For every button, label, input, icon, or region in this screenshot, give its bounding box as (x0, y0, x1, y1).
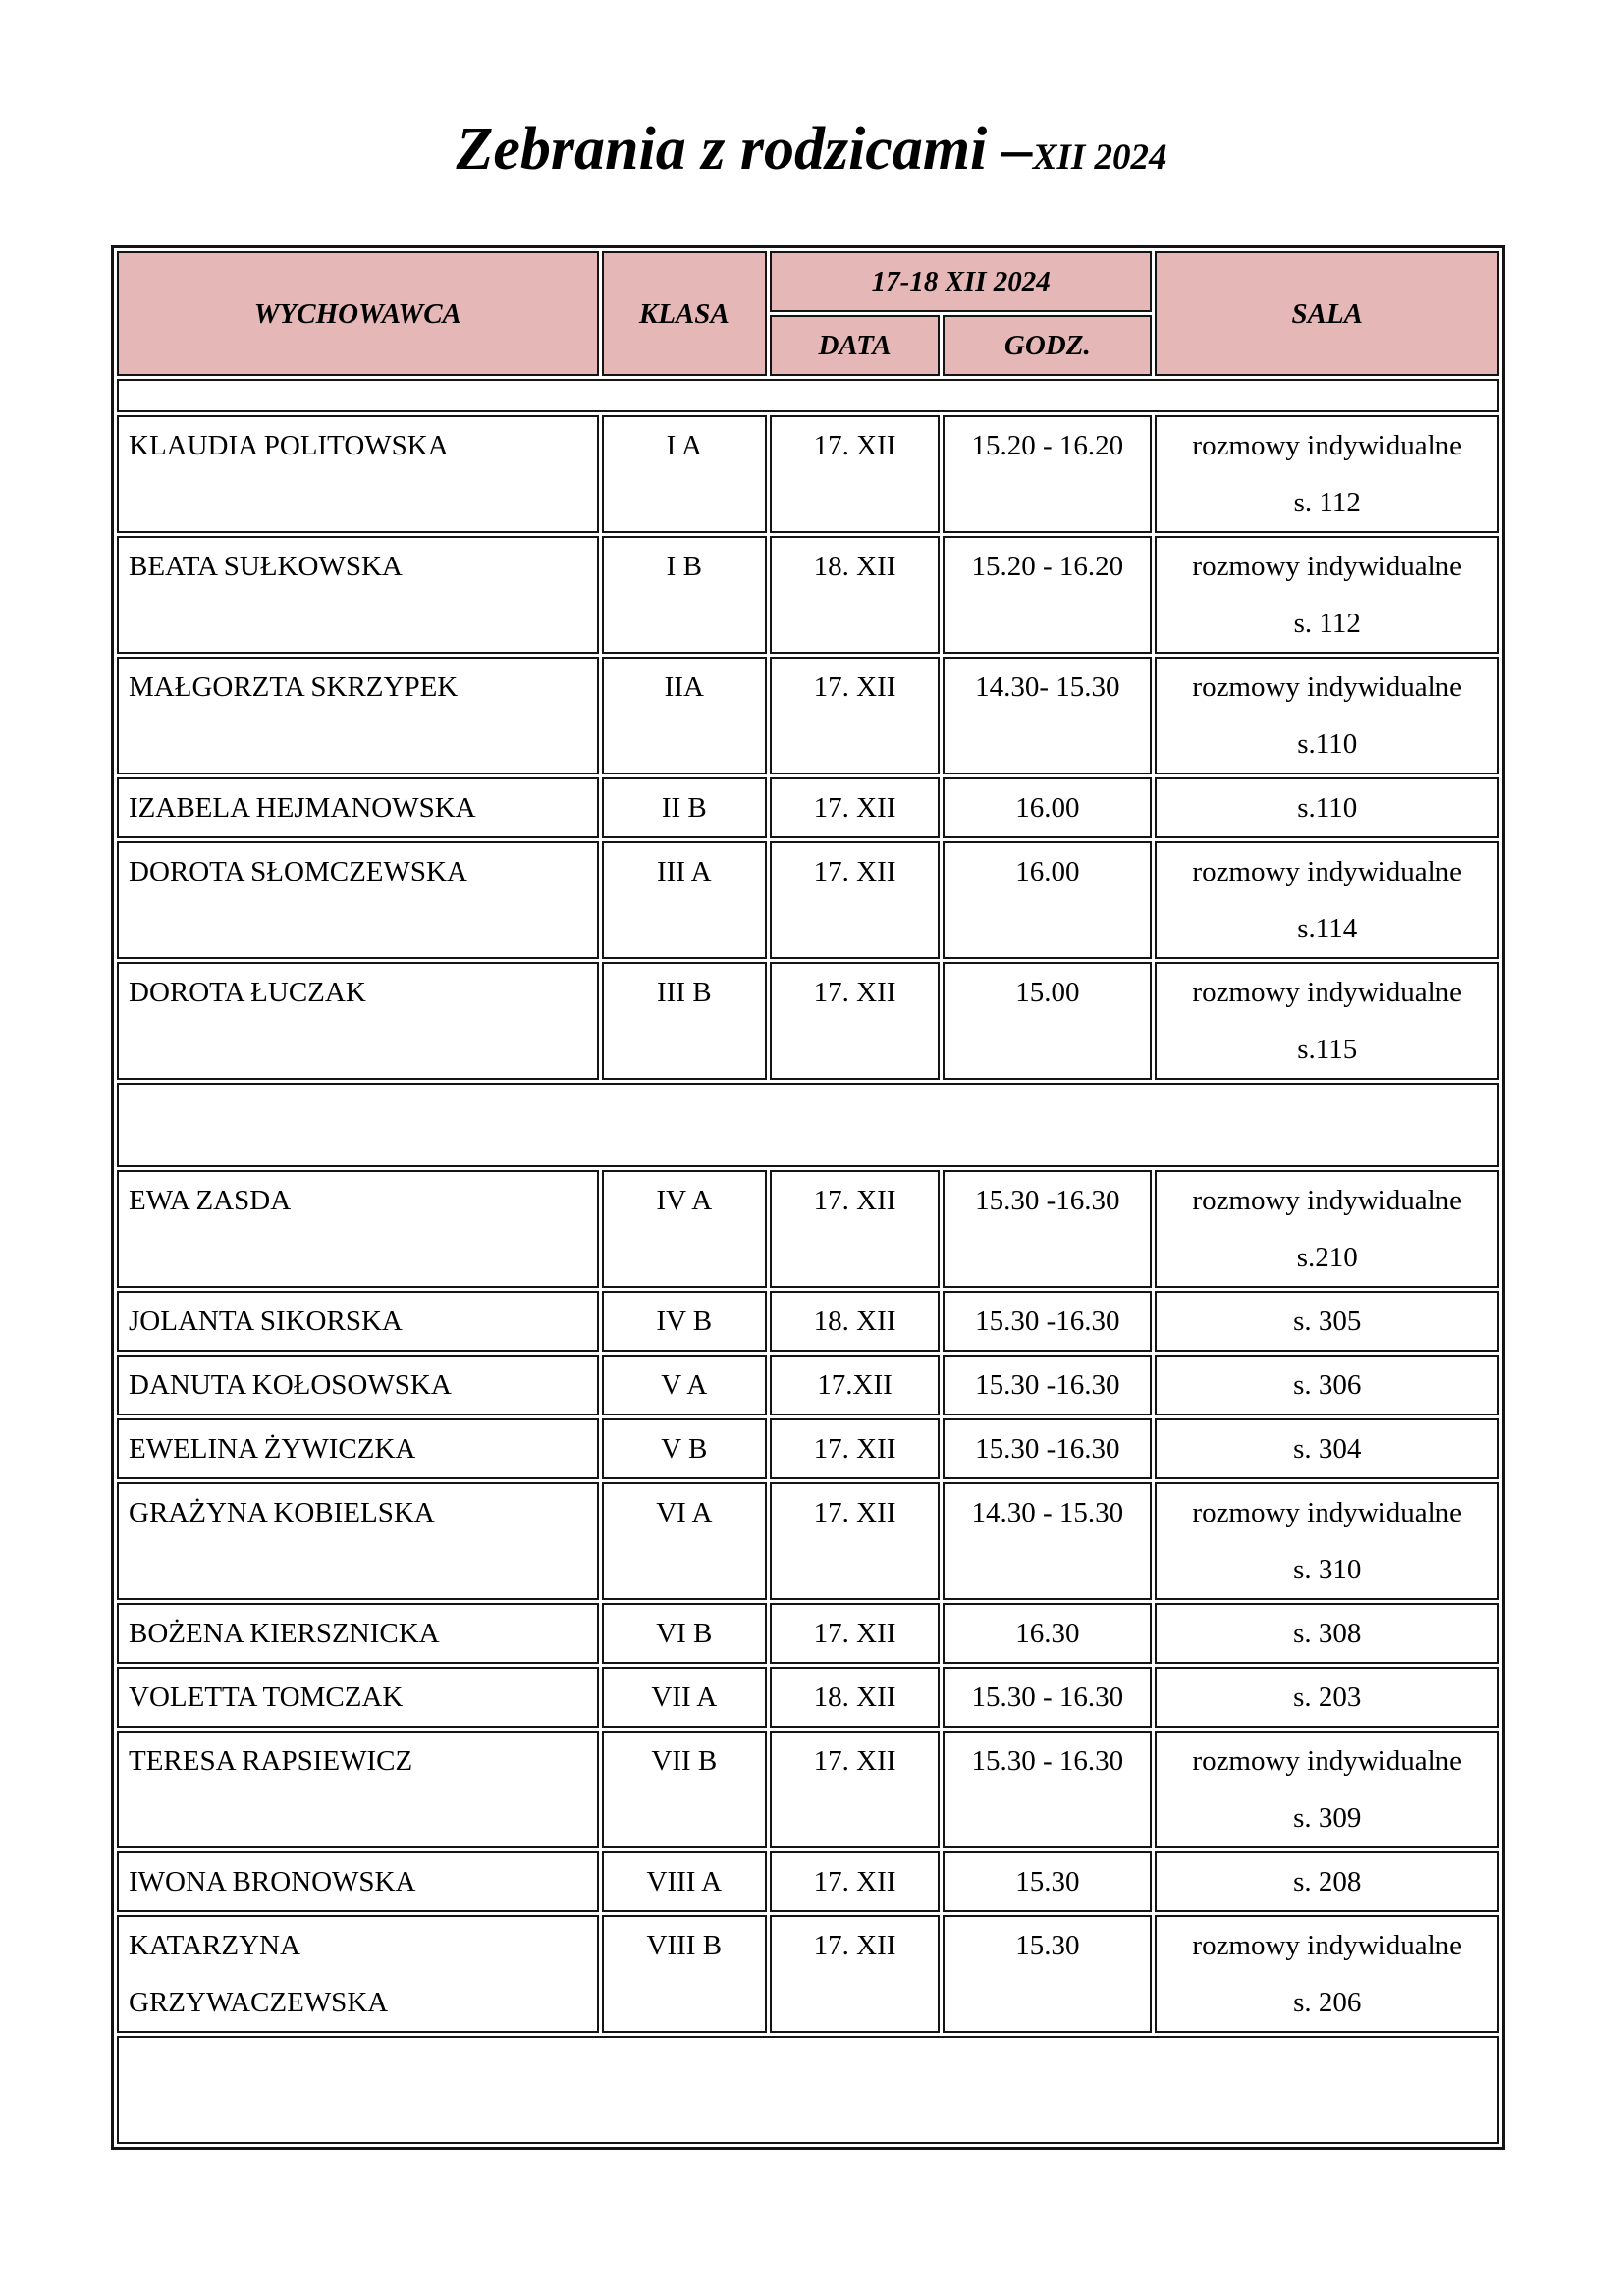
cell-line: 17. XII (813, 977, 896, 1009)
cell-klasa (602, 962, 767, 1080)
cell-line: s.115 (1297, 1034, 1358, 1066)
header-wychowawca: WYCHOWAWCA (117, 251, 599, 376)
cell-line: DOROTA ŁUCZAK (129, 977, 366, 1009)
cell-sala (1155, 1731, 1499, 1848)
spacer-row (117, 1083, 1499, 1167)
cell-sala (1155, 1170, 1499, 1288)
cell-sala (1155, 1482, 1499, 1600)
cell-line: GRZYWACZEWSKA (129, 1987, 389, 2019)
cell-line: KATARZYNA (129, 1930, 300, 1962)
cell-wychowawca (117, 777, 599, 838)
cell-wychowawca (117, 536, 599, 654)
cell-line: DANUTA KOŁOSOWSKA (129, 1369, 452, 1402)
cell-line: rozmowy indywidualne (1192, 1185, 1463, 1217)
cell-line: s. 305 (1293, 1306, 1362, 1338)
cell-data (770, 777, 940, 838)
cell-sala (1155, 415, 1499, 533)
cell-godz (943, 777, 1152, 838)
cell-line: s. 306 (1293, 1369, 1362, 1402)
cell-data (770, 1731, 940, 1848)
cell-line: 16.00 (1015, 792, 1080, 825)
table-row (117, 1851, 1499, 1912)
cell-line: 17. XII (813, 1433, 896, 1466)
cell-data (770, 962, 940, 1080)
cell-line: s. 206 (1293, 1987, 1362, 2019)
meetings-table (111, 245, 1505, 2150)
cell-line: s. 308 (1293, 1618, 1362, 1650)
cell-godz (943, 1482, 1152, 1600)
cell-line: 17. XII (813, 1618, 896, 1650)
header-data: DATA (770, 315, 940, 376)
cell-klasa (602, 1851, 767, 1912)
cell-klasa (602, 536, 767, 654)
cell-line: TERESA RAPSIEWICZ (129, 1745, 413, 1778)
cell-line: 18. XII (813, 1306, 896, 1338)
table-row (117, 1170, 1499, 1288)
cell-klasa (602, 1603, 767, 1664)
cell-klasa (602, 1291, 767, 1352)
spacer-cell (117, 2036, 1499, 2144)
cell-klasa (602, 1915, 767, 2033)
cell-line: s. 203 (1293, 1682, 1362, 1714)
cell-line: rozmowy indywidualne (1192, 671, 1463, 704)
cell-line: rozmowy indywidualne (1192, 977, 1463, 1009)
cell-godz (943, 1915, 1152, 2033)
header-row-1 (117, 251, 1499, 312)
table-row (117, 1915, 1499, 2033)
cell-data (770, 1851, 940, 1912)
cell-sala (1155, 777, 1499, 838)
cell-godz (943, 1851, 1152, 1912)
spacer-cell (117, 379, 1499, 412)
cell-line: 17. XII (813, 856, 896, 888)
cell-sala (1155, 962, 1499, 1080)
cell-godz (943, 1355, 1152, 1415)
cell-line: 17.XII (817, 1369, 893, 1402)
cell-line: VI A (656, 1497, 713, 1529)
cell-line: 17. XII (813, 430, 896, 462)
cell-sala (1155, 1603, 1499, 1664)
cell-godz (943, 415, 1152, 533)
cell-line: IWONA BRONOWSKA (129, 1866, 416, 1898)
cell-line: s. 309 (1293, 1802, 1362, 1835)
cell-line: rozmowy indywidualne (1192, 1745, 1463, 1778)
cell-line: rozmowy indywidualne (1192, 856, 1463, 888)
cell-godz (943, 536, 1152, 654)
cell-line: 14.30 - 15.30 (971, 1497, 1124, 1529)
table-body (117, 379, 1499, 2144)
cell-line: 15.00 (1015, 977, 1080, 1009)
cell-godz (943, 1170, 1152, 1288)
cell-line: IZABELA HEJMANOWSKA (129, 792, 476, 825)
table-row (117, 962, 1499, 1080)
page-title-suffix: XII 2024 (1032, 137, 1167, 178)
cell-data (770, 1603, 940, 1664)
cell-data (770, 841, 940, 959)
cell-sala (1155, 1418, 1499, 1479)
cell-line: 15.30 - 16.30 (971, 1682, 1124, 1714)
cell-sala (1155, 1291, 1499, 1352)
cell-klasa (602, 1482, 767, 1600)
cell-wychowawca (117, 962, 599, 1080)
cell-line: 15.30 -16.30 (975, 1433, 1120, 1466)
cell-line: rozmowy indywidualne (1192, 551, 1463, 583)
cell-data (770, 1170, 940, 1288)
page-title-main: Zebrania z rodzicami – (456, 116, 1033, 183)
table-row (117, 1603, 1499, 1664)
cell-line: s.114 (1297, 913, 1358, 945)
cell-sala (1155, 536, 1499, 654)
table-row (117, 536, 1499, 654)
cell-klasa (602, 657, 767, 774)
cell-data (770, 1355, 940, 1415)
cell-line: MAŁGORZTA SKRZYPEK (129, 671, 459, 704)
cell-wychowawca (117, 415, 599, 533)
cell-godz (943, 841, 1152, 959)
cell-line: 17. XII (813, 792, 896, 825)
cell-line: V B (661, 1433, 708, 1466)
cell-line: 15.20 - 16.20 (971, 551, 1124, 583)
cell-line: V A (661, 1369, 708, 1402)
cell-wychowawca (117, 1418, 599, 1479)
header-sala: SALA (1155, 251, 1499, 376)
table-row (117, 1667, 1499, 1728)
cell-godz (943, 1667, 1152, 1728)
cell-godz (943, 657, 1152, 774)
cell-line: 15.30 -16.30 (975, 1306, 1120, 1338)
cell-line: VII A (651, 1682, 718, 1714)
cell-line: rozmowy indywidualne (1192, 430, 1463, 462)
cell-klasa (602, 415, 767, 533)
cell-line: 17. XII (813, 1497, 896, 1529)
cell-line: DOROTA SŁOMCZEWSKA (129, 856, 467, 888)
cell-wychowawca (117, 1731, 599, 1848)
cell-data (770, 1667, 940, 1728)
cell-line: I B (666, 551, 702, 583)
cell-wychowawca (117, 1915, 599, 2033)
cell-line: BOŻENA KIERSZNICKA (129, 1618, 440, 1650)
cell-line: rozmowy indywidualne (1192, 1497, 1463, 1529)
cell-line: III B (657, 977, 712, 1009)
cell-data (770, 536, 940, 654)
cell-line: s. 208 (1293, 1866, 1362, 1898)
cell-line: 15.30 -16.30 (975, 1369, 1120, 1402)
cell-klasa (602, 1355, 767, 1415)
cell-wychowawca (117, 1482, 599, 1600)
cell-line: VOLETTA TOMCZAK (129, 1682, 404, 1714)
header-godz: GODZ. (943, 315, 1152, 376)
cell-godz (943, 1418, 1152, 1479)
cell-line: 17. XII (813, 1866, 896, 1898)
cell-wychowawca (117, 1851, 599, 1912)
cell-wychowawca (117, 1170, 599, 1288)
cell-data (770, 1418, 940, 1479)
cell-line: VII B (651, 1745, 718, 1778)
cell-line: s.210 (1296, 1242, 1358, 1274)
cell-line: 16.30 (1015, 1618, 1080, 1650)
cell-line: s. 112 (1293, 608, 1361, 640)
cell-line: s. 112 (1293, 487, 1361, 519)
table-row (117, 777, 1499, 838)
cell-line: II B (661, 792, 707, 825)
cell-klasa (602, 777, 767, 838)
table-row (117, 841, 1499, 959)
cell-line: I A (666, 430, 702, 462)
cell-klasa (602, 841, 767, 959)
cell-line: 15.30 -16.30 (975, 1185, 1120, 1217)
table-header (117, 251, 1499, 376)
cell-sala (1155, 657, 1499, 774)
cell-wychowawca (117, 841, 599, 959)
cell-line: s. 310 (1293, 1554, 1362, 1586)
cell-line: 15.30 - 16.30 (971, 1745, 1124, 1778)
table-row (117, 1731, 1499, 1848)
cell-sala (1155, 1355, 1499, 1415)
cell-wychowawca (117, 1603, 599, 1664)
cell-line: BEATA SUŁKOWSKA (129, 551, 403, 583)
cell-line: 14.30- 15.30 (975, 671, 1120, 704)
cell-line: 18. XII (813, 1682, 896, 1714)
cell-line: IIA (664, 671, 704, 704)
cell-line: s.110 (1297, 792, 1358, 825)
cell-line: 16.00 (1015, 856, 1080, 888)
spacer-row (117, 2036, 1499, 2144)
cell-line: IV B (656, 1306, 713, 1338)
cell-line: s.110 (1297, 728, 1358, 761)
cell-wychowawca (117, 1291, 599, 1352)
cell-line: 17. XII (813, 1930, 896, 1962)
cell-line: s. 304 (1293, 1433, 1362, 1466)
cell-line: VI B (656, 1618, 713, 1650)
cell-data (770, 657, 940, 774)
cell-godz (943, 962, 1152, 1080)
cell-line: JOLANTA SIKORSKA (129, 1306, 403, 1338)
header-klasa: KLASA (602, 251, 767, 376)
cell-klasa (602, 1667, 767, 1728)
page-title (111, 116, 1512, 183)
cell-sala (1155, 1851, 1499, 1912)
cell-godz (943, 1291, 1152, 1352)
cell-godz (943, 1603, 1152, 1664)
cell-line: 15.30 (1015, 1930, 1080, 1962)
cell-godz (943, 1731, 1152, 1848)
cell-line: IV A (656, 1185, 713, 1217)
table-row (117, 415, 1499, 533)
cell-line: EWA ZASDA (129, 1185, 292, 1217)
cell-line: EWELINA ŻYWICZKA (129, 1433, 416, 1466)
cell-line: 17. XII (813, 671, 896, 704)
cell-wychowawca (117, 657, 599, 774)
cell-line: VIII A (646, 1866, 723, 1898)
cell-sala (1155, 1667, 1499, 1728)
cell-klasa (602, 1170, 767, 1288)
cell-line: VIII B (646, 1930, 723, 1962)
table-row (117, 1482, 1499, 1600)
cell-line: KLAUDIA POLITOWSKA (129, 430, 449, 462)
cell-wychowawca (117, 1355, 599, 1415)
cell-line: 15.20 - 16.20 (971, 430, 1124, 462)
cell-data (770, 415, 940, 533)
cell-line: 17. XII (813, 1185, 896, 1217)
cell-klasa (602, 1418, 767, 1479)
cell-line: III A (657, 856, 712, 888)
table-row (117, 657, 1499, 774)
header-date-group: 17-18 XII 2024 (770, 251, 1153, 312)
spacer-cell (117, 1083, 1499, 1167)
cell-sala (1155, 841, 1499, 959)
cell-klasa (602, 1731, 767, 1848)
cell-sala (1155, 1915, 1499, 2033)
cell-line: 18. XII (813, 551, 896, 583)
cell-line: GRAŻYNA KOBIELSKA (129, 1497, 435, 1529)
cell-data (770, 1291, 940, 1352)
cell-line: rozmowy indywidualne (1192, 1930, 1463, 1962)
cell-line: 17. XII (813, 1745, 896, 1778)
table-row (117, 1418, 1499, 1479)
table-row (117, 1291, 1499, 1352)
spacer-row (117, 379, 1499, 412)
cell-data (770, 1915, 940, 2033)
cell-data (770, 1482, 940, 1600)
cell-wychowawca (117, 1667, 599, 1728)
cell-line: 15.30 (1015, 1866, 1080, 1898)
table-row (117, 1355, 1499, 1415)
